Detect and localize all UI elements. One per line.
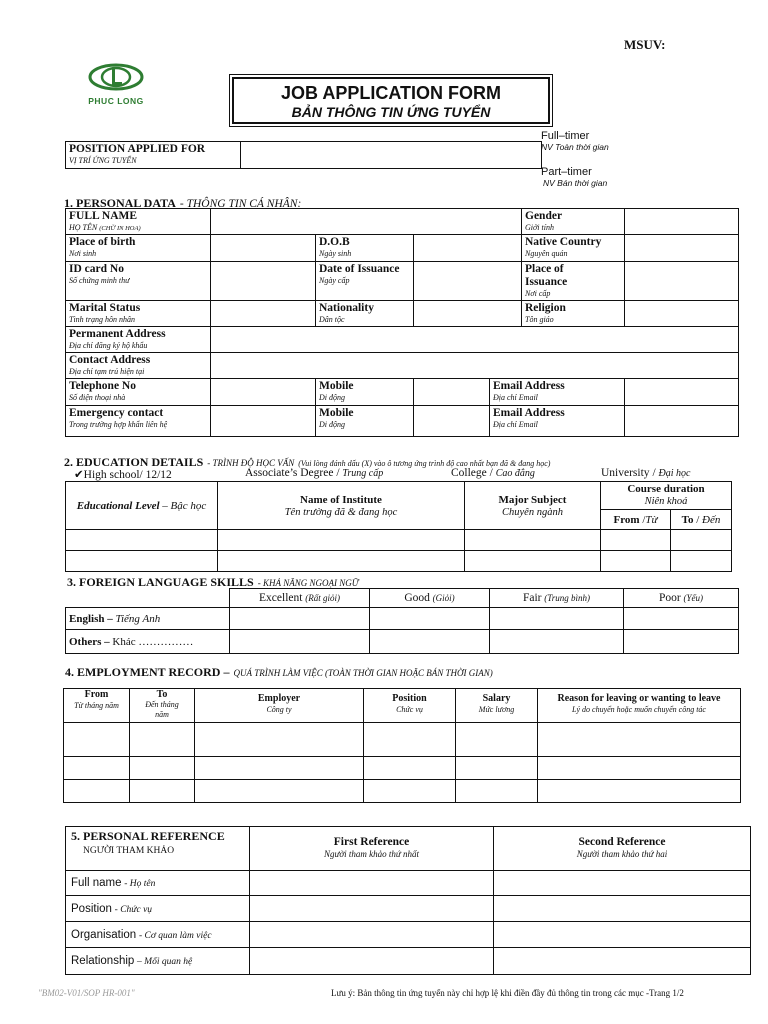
marital-label-cell bbox=[66, 301, 211, 327]
others-poor-cell[interactable] bbox=[624, 630, 739, 654]
lang-poor-label: Poor bbox=[659, 592, 681, 604]
emp-position-label-vi: Chức vụ bbox=[396, 705, 423, 714]
id-card-label-cell bbox=[66, 262, 211, 301]
lang-good-label-vi: (Giỏi) bbox=[432, 593, 455, 603]
emp-from-label-vi: Từ tháng năm bbox=[74, 701, 119, 710]
full-name-note: (CHỮ IN HOA) bbox=[99, 225, 141, 232]
nationality-label-cell bbox=[316, 301, 414, 327]
personal-title-vi: - THÔNG TIN CÁ NHÂN: bbox=[179, 198, 302, 210]
ref-first-relationship-input[interactable] bbox=[250, 948, 494, 975]
mobile-label: Mobile bbox=[319, 380, 354, 392]
dob-label: D.O.B bbox=[319, 236, 350, 248]
lang-english-label: English – bbox=[69, 612, 113, 625]
emergency-label: Emergency contact bbox=[69, 407, 164, 419]
emp-col-position bbox=[364, 689, 456, 723]
ref-title-cell bbox=[66, 827, 250, 871]
pob-label-vi: Nơi sinh bbox=[69, 249, 97, 258]
english-good-cell[interactable] bbox=[370, 608, 490, 630]
mobile-input[interactable] bbox=[414, 379, 490, 406]
emp-employer-label-vi: Công ty bbox=[266, 705, 292, 714]
emp-row-3-reason[interactable] bbox=[538, 780, 741, 803]
lang-english-label-vi: Tiếng Anh bbox=[115, 612, 161, 625]
lang-others-label-vi: Khác …………… bbox=[112, 635, 194, 648]
emp-row-3-to[interactable] bbox=[130, 780, 195, 803]
lang-excellent-label-vi: (Rất giỏi) bbox=[305, 593, 340, 603]
nationality-label-vi: Dân tộc bbox=[319, 315, 345, 324]
id-card-label: ID card No bbox=[69, 263, 124, 275]
ref-second-relationship-input[interactable] bbox=[494, 948, 751, 975]
college-label: College bbox=[451, 467, 487, 479]
company-logo bbox=[80, 62, 152, 106]
date-issuance-label-cell bbox=[316, 262, 414, 301]
contact-address-input[interactable] bbox=[211, 353, 739, 379]
native-country-label: Native Country bbox=[525, 236, 602, 248]
full-name-input[interactable] bbox=[211, 209, 522, 235]
contact-label: Contact Address bbox=[69, 354, 151, 366]
religion-input[interactable] bbox=[625, 301, 739, 327]
emp-to-label: To bbox=[156, 689, 168, 700]
marital-label: Marital Status bbox=[69, 302, 141, 314]
emp-row-1-employer[interactable] bbox=[195, 723, 364, 757]
gender-label: Gender bbox=[525, 210, 563, 222]
emp-row-2-employer[interactable] bbox=[195, 757, 364, 780]
marital-label-vi: Tình trạng hôn nhân bbox=[69, 315, 136, 324]
lang-fair-label-vi: (Trung bình) bbox=[544, 593, 591, 603]
ref-row-relationship-label bbox=[66, 948, 250, 975]
reference-table bbox=[65, 826, 751, 975]
permanent-label-cell bbox=[66, 327, 211, 353]
english-excellent-cell[interactable] bbox=[230, 608, 370, 630]
edu-col-major-label-vi: Chuyên ngành bbox=[502, 506, 563, 518]
others-fair-cell[interactable] bbox=[490, 630, 624, 654]
emp-position-label: Position bbox=[392, 693, 427, 704]
position-label: POSITION APPLIED FOR bbox=[69, 143, 206, 155]
emp-col-reason bbox=[538, 689, 741, 723]
education-title-vi: - TRÌNH ĐỘ HỌC VẤN bbox=[207, 458, 295, 468]
place-issuance-label-vi: Nơi cấp bbox=[525, 289, 551, 298]
edu-row-1-from[interactable] bbox=[601, 530, 671, 551]
marital-input[interactable] bbox=[211, 301, 316, 327]
emergency-mobile-label-vi: Di động bbox=[319, 420, 345, 429]
fulltimer-option[interactable] bbox=[541, 130, 609, 152]
telephone-input[interactable] bbox=[211, 379, 316, 406]
edu-col-major-label: Major Subject bbox=[498, 493, 567, 506]
ref-position-label: Position bbox=[71, 902, 112, 915]
nationality-label: Nationality bbox=[319, 302, 374, 314]
parttimer-label: Part–timer bbox=[541, 166, 592, 178]
ref-organisation-label: Organisation bbox=[71, 928, 137, 941]
emp-row-1-salary[interactable] bbox=[456, 723, 538, 757]
education-table bbox=[65, 481, 732, 572]
edu-col-duration-label: Course duration bbox=[627, 483, 705, 495]
nationality-input[interactable] bbox=[414, 301, 522, 327]
emergency-mobile-label: Mobile bbox=[319, 407, 354, 419]
edu-col-from-label-vi: Từ bbox=[645, 513, 658, 526]
religion-label-cell bbox=[522, 301, 625, 327]
ref-second-label: Second Reference bbox=[578, 836, 666, 848]
emp-row-1-from[interactable] bbox=[64, 723, 130, 757]
emergency-email-label-cell bbox=[490, 406, 625, 437]
others-good-cell[interactable] bbox=[370, 630, 490, 654]
emp-row-3-salary[interactable] bbox=[456, 780, 538, 803]
lang-good-label: Good bbox=[404, 592, 430, 604]
email-label: Email Address bbox=[493, 380, 565, 392]
fulltimer-label: Full–timer bbox=[541, 130, 590, 142]
edu-col-level-label: Educational Level bbox=[76, 499, 160, 512]
lang-others-label-cell bbox=[66, 630, 230, 654]
employment-title: 4. EMPLOYMENT RECORD – bbox=[65, 665, 230, 679]
edu-row-2-institute[interactable] bbox=[218, 551, 465, 572]
employment-section-title bbox=[65, 663, 493, 681]
edu-col-from-label: From bbox=[613, 513, 640, 526]
emp-row-1-to[interactable] bbox=[130, 723, 195, 757]
language-table bbox=[65, 588, 739, 654]
emp-to-label-vi: Đến tháng năm bbox=[145, 700, 179, 719]
edu-col-major bbox=[465, 482, 601, 530]
email-label-vi: Địa chỉ Email bbox=[493, 393, 538, 402]
associate-label-vi: Trung cấp bbox=[342, 468, 384, 479]
gender-label-cell bbox=[522, 209, 625, 235]
msuv-label: MSUV: bbox=[624, 37, 666, 52]
emp-reason-label-vi: Lý do chuyển hoặc muốn chuyển công tác bbox=[572, 705, 706, 714]
lang-poor-label-vi: (Yếu) bbox=[683, 593, 703, 603]
emergency-mobile-input[interactable] bbox=[414, 406, 490, 437]
emp-col-from bbox=[64, 689, 130, 723]
native-country-label-vi: Nguyên quán bbox=[525, 249, 568, 258]
title-box bbox=[229, 74, 553, 127]
pob-label: Place of birth bbox=[69, 236, 136, 248]
permanent-label: Permanent Address bbox=[69, 328, 166, 340]
emp-salary-label: Salary bbox=[482, 693, 511, 704]
employment-table bbox=[63, 688, 741, 803]
edu-col-institute bbox=[218, 482, 465, 530]
emp-row-3-position[interactable] bbox=[364, 780, 456, 803]
form-subtitle: BẢN THÔNG TIN ỨNG TUYỂN bbox=[291, 104, 491, 120]
edu-row-2-from[interactable] bbox=[601, 551, 671, 572]
edu-col-level-label-vi: Bậc học bbox=[170, 499, 207, 512]
emp-row-2-from[interactable] bbox=[64, 757, 130, 780]
ref-fullname-label: Full name bbox=[71, 877, 122, 889]
emergency-label-vi: Trong trường hợp khẩn liên hệ bbox=[69, 420, 168, 429]
ref-first-organisation-input[interactable] bbox=[250, 922, 494, 948]
edu-col-from: From /Từ bbox=[601, 510, 671, 530]
permanent-label-vi: Địa chỉ đăng ký hộ khẩu bbox=[69, 341, 148, 350]
full-name-label-cell bbox=[66, 209, 211, 235]
college-label-vi: Cao đẳng bbox=[495, 468, 535, 479]
edu-row-2-to[interactable] bbox=[671, 551, 732, 572]
gender-label-vi: Giới tính bbox=[525, 223, 554, 232]
lang-excellent-label: Excellent bbox=[259, 592, 303, 604]
lang-others-label: Others – bbox=[69, 635, 110, 648]
ref-position-label-vi: - Chức vụ bbox=[114, 904, 153, 915]
edu-col-duration-label-vi: Niên khoá bbox=[644, 496, 688, 507]
emergency-mobile-label-cell bbox=[316, 406, 414, 437]
position-table bbox=[65, 141, 542, 169]
place-issuance-input[interactable] bbox=[625, 262, 739, 301]
english-poor-cell[interactable] bbox=[624, 608, 739, 630]
email-label-cell bbox=[490, 379, 625, 406]
permanent-address-input[interactable] bbox=[211, 327, 739, 353]
emp-row-2-reason[interactable] bbox=[538, 757, 741, 780]
telephone-label: Telephone No bbox=[69, 380, 136, 392]
associate-label: Associate’s Degree bbox=[245, 467, 334, 479]
emp-col-salary bbox=[456, 689, 538, 723]
edu-col-to-label-vi: Đến bbox=[702, 513, 721, 526]
personal-title: 1. PERSONAL DATA bbox=[64, 196, 176, 210]
ref-relationship-label-vi: – Mối quan hệ bbox=[137, 957, 193, 967]
english-fair-cell[interactable] bbox=[490, 608, 624, 630]
edu-col-to-label: To bbox=[681, 513, 694, 526]
ref-title-vi: NGƯỜI THAM KHẢO bbox=[83, 846, 175, 856]
emp-row-1-reason[interactable] bbox=[538, 723, 741, 757]
ref-title: 5. PERSONAL REFERENCE bbox=[71, 829, 225, 843]
ref-relationship-label: Relationship bbox=[71, 955, 135, 967]
edu-row-1-institute[interactable] bbox=[218, 530, 465, 551]
emp-row-2-salary[interactable] bbox=[456, 757, 538, 780]
edu-row-1-to[interactable] bbox=[671, 530, 732, 551]
parttimer-option[interactable] bbox=[541, 166, 607, 188]
date-issuance-label-vi: Ngày cấp bbox=[319, 276, 350, 285]
logo-emblem-icon bbox=[86, 62, 146, 92]
ref-first-fullname-input[interactable] bbox=[250, 871, 494, 896]
edu-col-duration bbox=[601, 482, 732, 510]
contact-label-cell bbox=[66, 353, 211, 379]
lang-col-poor bbox=[624, 589, 739, 608]
edu-row-2-major[interactable] bbox=[465, 551, 601, 572]
university-option[interactable]: University / Đại học bbox=[601, 467, 691, 479]
emergency-email-input[interactable] bbox=[625, 406, 739, 437]
ref-fullname-label-vi: - Họ tên bbox=[124, 879, 156, 889]
emp-row-3-from[interactable] bbox=[64, 780, 130, 803]
edu-col-institute-label: Name of Institute bbox=[300, 493, 382, 506]
fulltimer-label-vi: NV Toàn thời gian bbox=[541, 142, 609, 152]
emergency-input[interactable] bbox=[211, 406, 316, 437]
emp-salary-label-vi: Mức lương bbox=[478, 705, 515, 714]
personal-data-table bbox=[65, 208, 739, 437]
dob-input[interactable] bbox=[414, 235, 522, 262]
emp-row-3-employer[interactable] bbox=[195, 780, 364, 803]
emp-employer-label: Employer bbox=[257, 693, 301, 704]
emp-col-employer bbox=[195, 689, 364, 723]
lang-col-excellent bbox=[230, 589, 370, 608]
date-issuance-label: Date of Issuance bbox=[319, 263, 400, 275]
language-title: 3. FOREIGN LANGUAGE SKILLS bbox=[67, 575, 254, 589]
id-card-input[interactable] bbox=[211, 262, 316, 301]
lang-english-label-cell bbox=[66, 608, 230, 630]
logo-text: PHUC LONG bbox=[88, 96, 144, 106]
native-country-input[interactable] bbox=[625, 235, 739, 262]
dob-label-cell bbox=[316, 235, 414, 262]
ref-col-first bbox=[250, 827, 494, 871]
contact-label-vi: Địa chỉ tạm trú hiện tại bbox=[69, 367, 145, 376]
associate-option[interactable]: Associate’s Degree / Trung cấp bbox=[245, 467, 384, 479]
ref-second-label-vi: Người tham khảo thứ hai bbox=[576, 849, 668, 859]
emp-from-label: From bbox=[84, 689, 109, 700]
emp-row-1-position[interactable] bbox=[364, 723, 456, 757]
ref-row-fullname-label bbox=[66, 871, 250, 896]
telephone-label-cell bbox=[66, 379, 211, 406]
emp-reason-label: Reason for leaving or wanting to leave bbox=[557, 693, 721, 704]
emp-col-to bbox=[130, 689, 195, 723]
university-label-vi: Đại học bbox=[658, 468, 691, 479]
highschool-label: High school/ 12/12 bbox=[83, 469, 172, 481]
form-title: JOB APPLICATION FORM bbox=[281, 83, 501, 103]
parttimer-label-vi: NV Bán thời gian bbox=[543, 178, 608, 188]
telephone-label-vi: Số điện thoại nhà bbox=[69, 393, 126, 402]
education-title: 2. EDUCATION DETAILS bbox=[64, 455, 204, 469]
ref-second-position-input[interactable] bbox=[494, 896, 751, 922]
mobile-label-vi: Di động bbox=[319, 393, 345, 402]
mobile-label-cell bbox=[316, 379, 414, 406]
edu-col-institute-label-vi: Tên trường đã & đang học bbox=[284, 506, 398, 518]
position-label-cell bbox=[66, 142, 241, 169]
emergency-email-label: Email Address bbox=[493, 407, 565, 419]
employment-title-vi: QUÁ TRÌNH LÀM VIỆC (TOÀN THỜI GIAN HOẶC BÁN THỜI GIAN) bbox=[233, 668, 493, 678]
full-name-label-vi: HỌ TÊN bbox=[69, 223, 98, 232]
date-issuance-input[interactable] bbox=[414, 262, 522, 301]
full-name-label: FULL NAME bbox=[69, 210, 138, 222]
position-input[interactable] bbox=[241, 142, 542, 169]
ref-first-label: First Reference bbox=[333, 836, 410, 848]
education-note: (Vui lòng đánh dấu (X) vào ô tương ứng trình độ cao nhất bạn đã & đang học) bbox=[298, 459, 551, 468]
gender-input[interactable] bbox=[625, 209, 739, 235]
check-icon: ✔ bbox=[74, 469, 84, 481]
position-label-vi: VỊ TRÍ ỨNG TUYỂN bbox=[69, 156, 137, 165]
college-option[interactable]: College / Cao đẳng bbox=[451, 467, 535, 479]
others-excellent-cell[interactable] bbox=[230, 630, 370, 654]
lang-fair-label: Fair bbox=[522, 592, 542, 604]
lang-col-fair bbox=[490, 589, 624, 608]
emergency-label-cell bbox=[66, 406, 211, 437]
ref-row-organisation-label bbox=[66, 922, 250, 948]
edu-row-1-major[interactable] bbox=[465, 530, 601, 551]
language-title-vi: - KHẢ NĂNG NGOẠI NGỮ bbox=[257, 578, 359, 588]
ref-row-position-label bbox=[66, 896, 250, 922]
ref-organisation-label-vi: - Cơ quan làm việc bbox=[138, 930, 212, 941]
place-issuance-label-1: Place of bbox=[525, 263, 564, 275]
edu-col-level: Educational Level – Bậc học bbox=[66, 482, 218, 530]
lang-col-good bbox=[370, 589, 490, 608]
email-input[interactable] bbox=[625, 379, 739, 406]
lang-corner-cell bbox=[66, 589, 230, 608]
religion-label-vi: Tôn giáo bbox=[525, 315, 554, 324]
pob-label-cell bbox=[66, 235, 211, 262]
dob-label-vi: Ngày sinh bbox=[319, 249, 352, 258]
pob-input[interactable] bbox=[211, 235, 316, 262]
ref-first-label-vi: Người tham khảo thứ nhất bbox=[323, 849, 420, 859]
native-country-label-cell bbox=[522, 235, 625, 262]
emp-row-2-position[interactable] bbox=[364, 757, 456, 780]
ref-second-organisation-input[interactable] bbox=[494, 922, 751, 948]
religion-label: Religion bbox=[525, 302, 566, 314]
id-card-label-vi: Số chứng minh thư bbox=[69, 276, 130, 285]
emp-row-2-to[interactable] bbox=[130, 757, 195, 780]
footer-doc-code: "BM02-V01/SOP HR-001" bbox=[38, 988, 135, 998]
place-issuance-label-2: Issuance bbox=[525, 276, 568, 288]
footer-note: Lưu ý: Bản thông tin ứng tuyển này chỉ hợp lệ khi điền đầy đủ thông tin trong các mục -Trang 1/2 bbox=[331, 988, 684, 998]
university-label: University bbox=[601, 467, 650, 479]
place-issuance-label-cell bbox=[522, 262, 625, 301]
ref-col-second bbox=[494, 827, 751, 871]
ref-second-fullname-input[interactable] bbox=[494, 871, 751, 896]
ref-first-position-input[interactable] bbox=[250, 896, 494, 922]
edu-row-1-level[interactable] bbox=[66, 530, 218, 551]
emergency-email-label-vi: Địa chỉ Email bbox=[493, 420, 538, 429]
edu-col-to: To / Đến bbox=[671, 510, 732, 530]
edu-row-2-level[interactable] bbox=[66, 551, 218, 572]
highschool-option[interactable] bbox=[74, 467, 172, 481]
